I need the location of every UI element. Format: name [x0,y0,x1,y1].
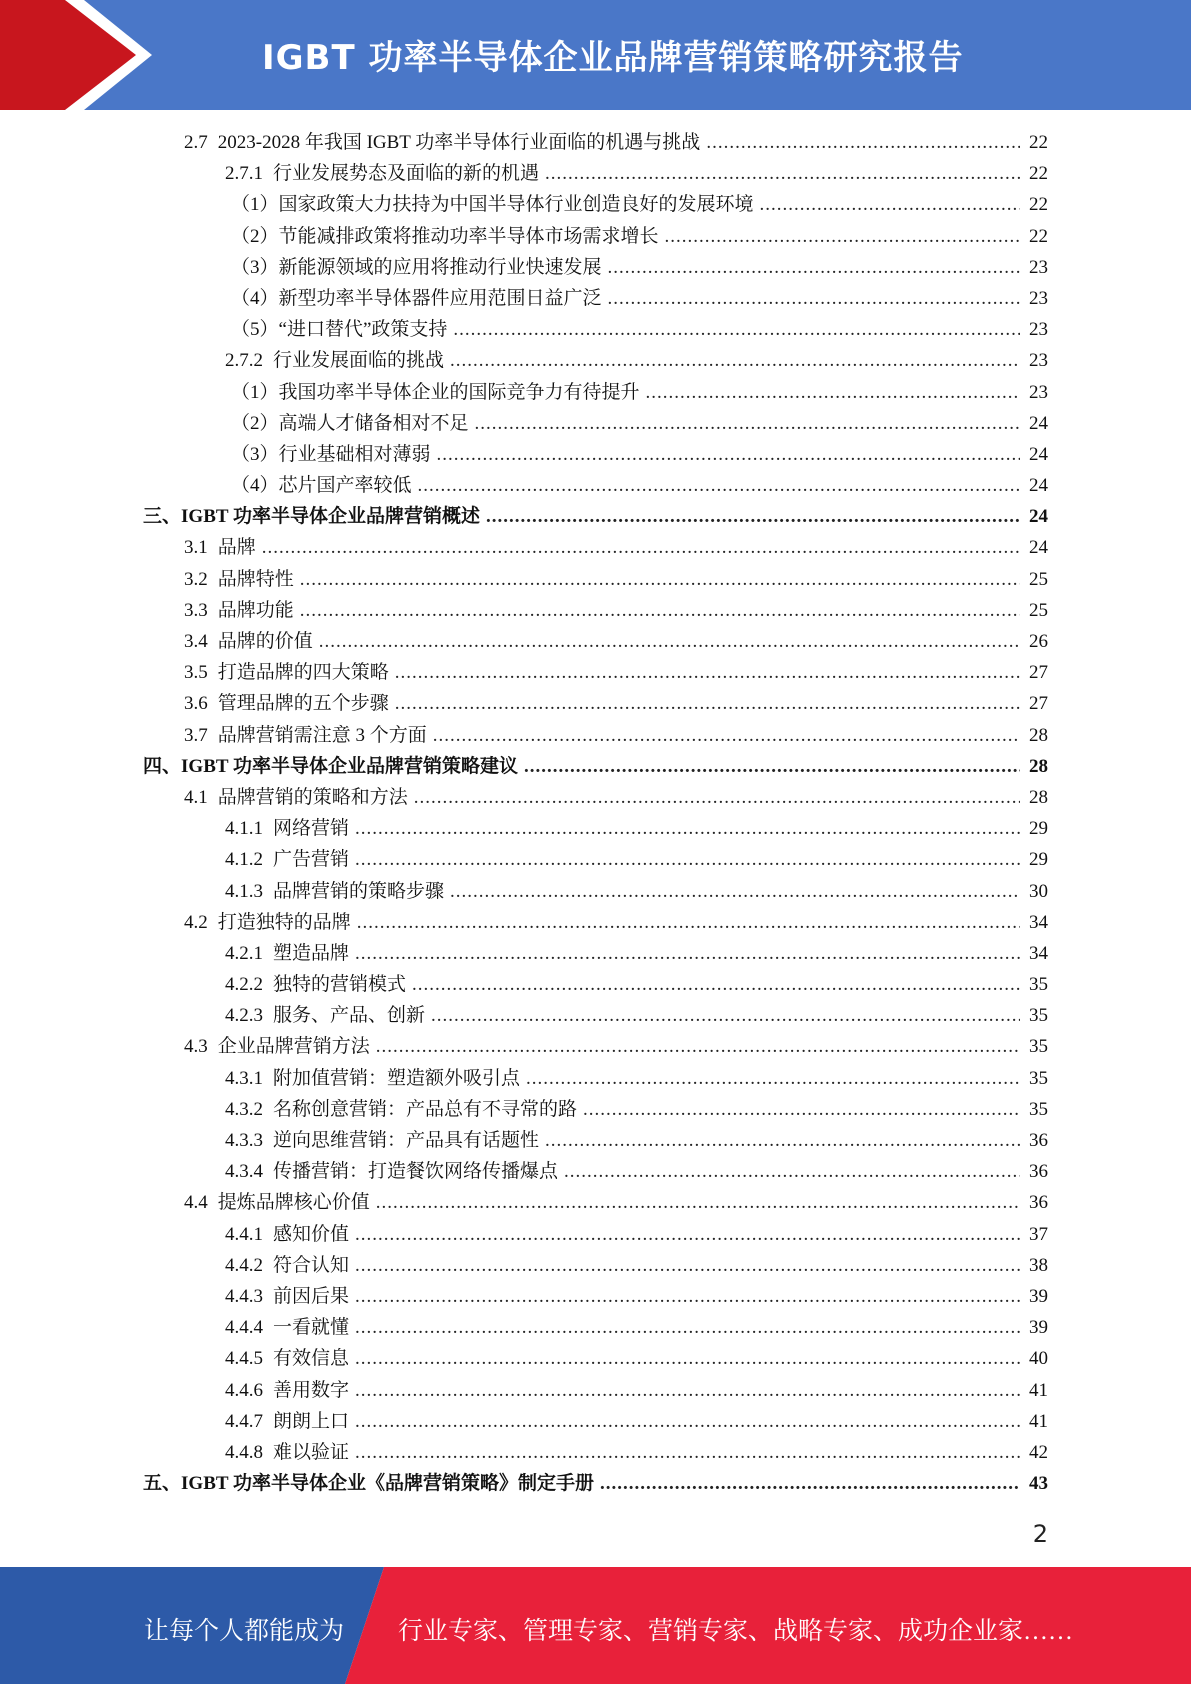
toc-leader-dots [526,1063,1020,1094]
toc-leader-dots [431,1000,1020,1031]
toc-entry[interactable] [0,221,1191,252]
toc-entry-title: 品牌营销的策略步骤 [273,880,445,902]
toc-entry-title: 国家政策大力扶持为中国半导体行业创造良好的发展环境 [278,194,754,216]
toc-leader-dots [608,252,1020,283]
toc-leader-dots [583,1094,1020,1125]
toc-entry-page: 23 [1029,350,1048,372]
toc-entry-title: 行业发展面临的挑战 [273,350,445,372]
toc-entry-number: 4.4.8 [225,1441,263,1463]
toc-entry[interactable] [0,252,1191,283]
toc-leader-dots [355,1406,1020,1437]
toc-entry-page: 22 [1029,194,1048,216]
toc-entry-number: 4.4.4 [225,1317,263,1339]
toc-entry-page: 42 [1029,1441,1048,1463]
toc-entry[interactable] [0,751,1191,782]
toc-entry-page: 26 [1029,631,1048,652]
toc-leader-dots [450,876,1020,907]
toc-leader-dots [355,1437,1020,1468]
toc-entry-number: （2） [231,412,279,434]
toc-leader-dots [760,189,1020,220]
report-title: IGBT 功率半导体企业品牌营销策略研究报告 [262,38,964,78]
toc-entry[interactable] [0,782,1191,813]
toc-entry[interactable] [0,1187,1191,1218]
toc-entry-number: 4.4.2 [225,1254,263,1276]
toc-entry-title: 逆向思维营销：产品具有话题性 [273,1130,540,1151]
page-number: 2 [1032,1520,1048,1548]
toc-entry-title: 我国功率半导体企业的国际竞争力有待提升 [278,381,640,403]
toc-entry-page: 24 [1029,475,1048,497]
toc-entry-title: 品牌的价值 [217,631,313,652]
toc-entry[interactable] [0,501,1191,532]
toc-entry[interactable] [0,720,1191,751]
toc-entry-number: 四、 [143,755,182,777]
toc-entry[interactable] [0,158,1191,189]
toc-leader-dots [414,782,1020,813]
toc-entry-title: 前因后果 [273,1285,350,1307]
toc-entry-page: 39 [1029,1317,1048,1339]
toc-entry-title: 新能源领域的应用将推动行业快速发展 [278,256,602,278]
toc-entry-title: 符合认知 [273,1254,350,1276]
toc-entry-title: 有效信息 [273,1348,350,1370]
toc-entry-page: 24 [1029,412,1048,434]
toc-entry-title: 善用数字 [273,1379,350,1401]
toc-entry-page: 35 [1029,1005,1048,1027]
toc-entry-page: 27 [1029,662,1048,684]
toc-leader-dots [300,595,1020,626]
toc-leader-dots [355,813,1020,844]
toc-entry-title: 传播营销：打造餐饮网络传播爆点 [273,1161,559,1183]
toc-entry[interactable] [0,1000,1191,1031]
toc-entry-page: 23 [1029,256,1048,278]
toc-entry[interactable] [0,532,1191,563]
toc-entry-page: 28 [1029,786,1048,808]
toc-entry-number: 4.2 [184,911,208,933]
toc-entry-number: 4.3 [184,1036,208,1058]
toc-entry[interactable] [0,969,1191,1000]
toc-entry-page: 23 [1029,287,1048,309]
toc-entry-number: （1） [231,381,279,403]
toc-entry-title: 2023-2028 年我国 IGBT 功率半导体行业面临的机遇与挑战 [217,132,701,153]
toc-entry-title: 独特的营销模式 [273,974,407,996]
toc-entry-page: 36 [1029,1130,1048,1151]
toc-entry-number: （2） [231,225,279,247]
toc-entry-page: 38 [1029,1254,1048,1276]
toc-leader-dots [357,907,1020,938]
toc-entry-page: 41 [1029,1410,1048,1432]
toc-entry-page: 22 [1029,132,1048,153]
toc-leader-dots [262,532,1020,563]
toc-entry-number: （3） [231,443,279,465]
toc-entry[interactable] [0,1312,1191,1343]
toc-entry[interactable] [0,813,1191,844]
toc-leader-dots [706,127,1020,158]
toc-leader-dots [395,657,1020,688]
toc-leader-dots [486,501,1020,532]
toc-entry-number: 3.5 [184,662,208,684]
toc-entry-title: 打造品牌的四大策略 [217,662,389,684]
toc-entry[interactable] [0,189,1191,220]
toc-leader-dots [665,221,1020,252]
header-arrow-icon [0,0,160,110]
toc-entry[interactable] [0,1094,1191,1125]
toc-leader-dots [437,439,1020,470]
toc-entry-number: 4.4.1 [225,1223,263,1245]
toc-entry-title: 品牌营销需注意 3 个方面 [217,724,427,746]
toc-entry[interactable] [0,876,1191,907]
toc-entry-title: 广告营销 [273,849,350,871]
toc-leader-dots [355,844,1020,875]
toc-entry-number: 4.2.1 [225,942,263,964]
toc-leader-dots [545,158,1020,189]
toc-entry-title: 提炼品牌核心价值 [217,1192,370,1214]
toc-leader-dots [355,1219,1020,1250]
toc-leader-dots [395,688,1020,719]
page-header [0,0,1191,110]
toc-entry-title: “进口替代”政策支持 [278,319,448,341]
toc-entry-title: 新型功率半导体器件应用范围日益广泛 [278,287,602,309]
toc-entry[interactable] [0,688,1191,719]
toc-leader-dots [608,283,1020,314]
toc-entry-page: 30 [1029,880,1048,902]
toc-entry[interactable] [0,595,1191,626]
toc-entry[interactable] [0,626,1191,657]
toc-entry-number: 3.7 [184,724,208,746]
toc-entry[interactable] [0,1343,1191,1374]
toc-entry-number: （3） [231,256,279,278]
toc-leader-dots [600,1468,1020,1499]
toc-entry-title: 朗朗上口 [273,1410,350,1432]
toc-entry[interactable] [0,345,1191,376]
toc-entry-number: （1） [231,194,279,216]
toc-leader-dots [355,938,1020,969]
toc-entry[interactable] [0,1063,1191,1094]
toc-entry-number: 4.2.2 [225,974,263,996]
toc-entry[interactable] [0,408,1191,439]
toc-leader-dots [545,1125,1020,1156]
toc-entry-number: 2.7.1 [225,163,263,185]
toc-entry-number: 五、 [143,1473,182,1495]
toc-entry[interactable] [0,1031,1191,1062]
toc-entry-number: 3.3 [184,599,208,621]
toc-entry-title: 服务、产品、创新 [273,1005,426,1027]
toc-entry[interactable] [0,377,1191,408]
toc-entry-number: 4.1.3 [225,880,263,902]
toc-entry-number: （5） [231,319,279,341]
toc-entry-number: 2.7 [184,132,208,153]
toc-leader-dots [453,314,1020,345]
toc-entry-number: 4.2.3 [225,1005,263,1027]
toc-entry-page: 39 [1029,1285,1048,1307]
footer-slogan-right: 行业专家、管理专家、营销专家、战略专家、成功企业家…… [398,1618,1074,1645]
toc-entry-page: 24 [1029,443,1048,465]
toc-entry[interactable] [0,938,1191,969]
toc-entry-title: 高端人才储备相对不足 [278,412,469,434]
toc-entry[interactable] [0,1437,1191,1468]
toc-entry-page: 24 [1029,506,1048,528]
toc-entry-page: 29 [1029,849,1048,871]
toc-entry[interactable] [0,470,1191,501]
toc-entry-page: 35 [1029,974,1048,996]
toc-entry-number: 4.4.7 [225,1410,263,1432]
toc-entry[interactable] [0,1156,1191,1187]
toc-leader-dots [564,1156,1020,1187]
toc-leader-dots [376,1031,1020,1062]
toc-entry-title: 品牌特性 [217,568,294,590]
toc-entry-page: 25 [1029,568,1048,590]
toc-entry-number: 4.4 [184,1192,208,1214]
toc-entry-page: 29 [1029,818,1048,840]
toc-entry-number: 4.4.3 [225,1285,263,1307]
toc-entry-page: 24 [1029,537,1048,559]
toc-entry-page: 23 [1029,381,1048,403]
toc-entry-title: 行业基础相对薄弱 [278,443,431,465]
toc-entry-number: 3.1 [184,537,208,559]
toc-entry-title: 管理品牌的五个步骤 [217,693,389,715]
toc-entry-page: 36 [1029,1192,1048,1214]
toc-entry-number: 4.1.1 [225,818,263,840]
toc-entry-page: 37 [1029,1223,1048,1245]
toc-entry-page: 25 [1029,599,1048,621]
toc-entry-title: 网络营销 [273,818,350,840]
toc-entry[interactable] [0,1125,1191,1156]
toc-entry-page: 28 [1029,724,1048,746]
toc-entry-page: 35 [1029,1067,1048,1089]
toc-entry[interactable] [0,439,1191,470]
toc-leader-dots [418,470,1020,501]
toc-entry-page: 34 [1029,911,1048,933]
toc-entry-number: （4） [231,475,279,497]
toc-entry-title: 节能减排政策将推动功率半导体市场需求增长 [278,225,659,247]
toc-entry-title: 附加值营销：塑造额外吸引点 [273,1067,521,1089]
toc-entry-number: （4） [231,287,279,309]
toc-entry[interactable] [0,283,1191,314]
toc-entry-title: 打造独特的品牌 [217,911,351,933]
toc-entry-page: 40 [1029,1348,1048,1370]
toc-leader-dots [355,1250,1020,1281]
toc-entry-page: 27 [1029,693,1048,715]
toc-entry[interactable] [0,314,1191,345]
toc-entry-title: 感知价值 [273,1223,350,1245]
toc-entry-number: 2.7.2 [225,350,263,372]
toc-entry-page: 34 [1029,942,1048,964]
toc-entry[interactable] [0,1281,1191,1312]
toc-entry-title: 塑造品牌 [273,942,350,964]
toc-leader-dots [646,377,1020,408]
toc-entry-number: 3.2 [184,568,208,590]
toc-entry[interactable] [0,127,1191,158]
toc-leader-dots [450,345,1020,376]
toc-entry-page: 43 [1029,1473,1048,1495]
toc-leader-dots [475,408,1020,439]
toc-entry-number: 4.1 [184,786,208,808]
toc-entry-number: 4.1.2 [225,849,263,871]
toc-entry-title: IGBT 功率半导体企业《品牌营销策略》制定手册 [181,1473,594,1495]
toc-entry-page: 41 [1029,1379,1048,1401]
toc-entry-number: 4.3.2 [225,1098,263,1120]
toc-entry-page: 28 [1029,755,1048,777]
toc-entry-title: 品牌营销的策略和方法 [217,786,408,808]
toc-entry[interactable] [0,907,1191,938]
toc-leader-dots [524,751,1020,782]
toc-leader-dots [355,1375,1020,1406]
toc-entry-page: 23 [1029,319,1048,341]
toc-entry-title: 品牌 [217,537,256,559]
toc-entry-number: 4.3.4 [225,1161,263,1183]
toc-entry-title: 芯片国产率较低 [278,475,412,497]
toc-entry-title: 难以验证 [273,1441,350,1463]
page-footer [0,1567,1191,1684]
toc-leader-dots [355,1312,1020,1343]
toc-entry-page: 36 [1029,1161,1048,1183]
toc-entry-number: 4.3.1 [225,1067,263,1089]
toc-entry[interactable] [0,1250,1191,1281]
table-of-contents [0,127,1191,1499]
toc-leader-dots [355,1281,1020,1312]
toc-entry[interactable] [0,564,1191,595]
toc-entry-title: 名称创意营销：产品总有不寻常的路 [273,1098,578,1120]
toc-entry[interactable] [0,1406,1191,1437]
toc-entry[interactable] [0,1468,1191,1499]
toc-entry[interactable] [0,844,1191,875]
toc-entry-number: 3.6 [184,693,208,715]
toc-leader-dots [376,1187,1020,1218]
toc-entry-title: 一看就懂 [273,1317,350,1339]
toc-entry-number: 4.4.5 [225,1348,263,1370]
toc-entry[interactable] [0,1375,1191,1406]
toc-leader-dots [355,1343,1020,1374]
toc-entry-title: 企业品牌营销方法 [217,1036,370,1058]
toc-leader-dots [412,969,1020,1000]
toc-leader-dots [433,720,1020,751]
toc-entry-page: 22 [1029,163,1048,185]
toc-entry-title: IGBT 功率半导体企业品牌营销策略建议 [181,755,518,777]
toc-leader-dots [319,626,1020,657]
toc-entry-title: 品牌功能 [217,599,294,621]
toc-entry-number: 三、 [143,506,182,528]
toc-entry[interactable] [0,657,1191,688]
toc-entry-number: 4.4.6 [225,1379,263,1401]
toc-entry-page: 35 [1029,1036,1048,1058]
toc-leader-dots [300,564,1020,595]
toc-entry-title: 行业发展势态及面临的新的机遇 [273,163,540,185]
toc-entry[interactable] [0,1219,1191,1250]
toc-entry-number: 4.3.3 [225,1130,263,1151]
footer-slogan-left: 让每个人都能成为 [144,1618,345,1645]
toc-entry-page: 35 [1029,1098,1048,1120]
toc-entry-number: 3.4 [184,631,208,652]
toc-entry-page: 22 [1029,225,1048,247]
toc-entry-title: IGBT 功率半导体企业品牌营销概述 [181,506,480,528]
